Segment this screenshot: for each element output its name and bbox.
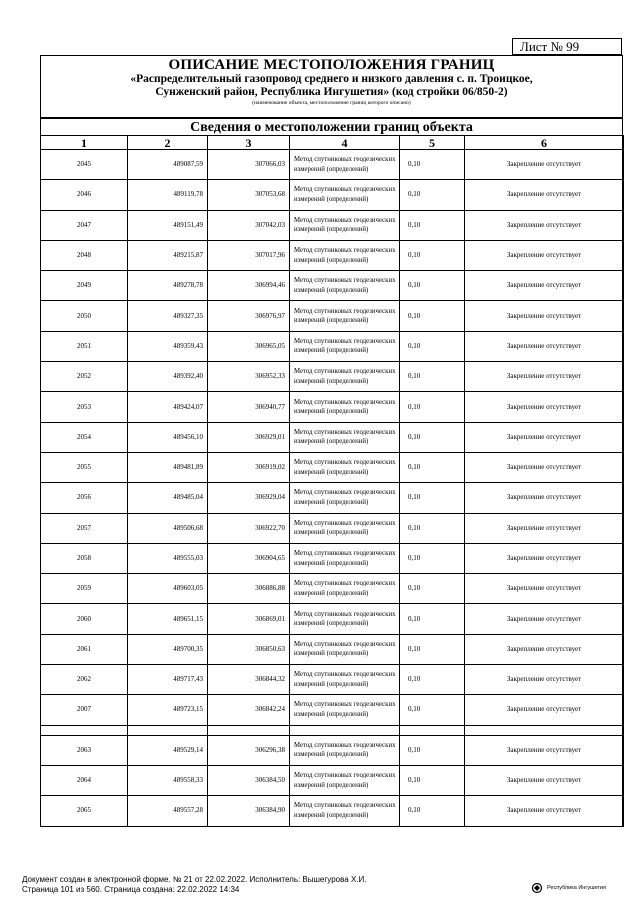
object-name-line1: «Распределительный газопровод среднего и низкого давления с. п. Троицкое,: [130, 73, 533, 85]
coord-x-cell: 489700,35: [128, 634, 208, 664]
method-cell: Метод спутниковых геодезических измерений (определений): [290, 210, 400, 240]
section-title: Сведения о местоположении границ объекта: [41, 118, 622, 135]
method-cell: Метод спутниковых геодезических измерений (определений): [290, 574, 400, 604]
table-row: [41, 735, 624, 765]
method-cell: [290, 725, 400, 735]
coord-x-cell: 489558,33: [128, 765, 208, 795]
column-header: 6: [465, 136, 624, 150]
accuracy-cell: 0,10: [400, 513, 465, 543]
table-row: [41, 796, 624, 826]
coord-y-cell: 306904,65: [208, 543, 290, 573]
table-row: [41, 210, 624, 240]
fixing-cell: Закрепление отсутствует: [465, 422, 624, 452]
footer-logo: [530, 882, 606, 894]
fixing-cell: Закрепление отсутствует: [465, 604, 624, 634]
table-body: [41, 150, 624, 827]
table-row: [41, 422, 624, 452]
point-number-cell: 2056: [41, 483, 128, 513]
accuracy-cell: 0,10: [400, 240, 465, 270]
method-cell: Метод спутниковых геодезических измерений (определений): [290, 271, 400, 301]
table-row: [41, 634, 624, 664]
coord-y-cell: 306952,33: [208, 362, 290, 392]
coord-x-cell: 489087,59: [128, 150, 208, 180]
coord-y-cell: 306976,97: [208, 301, 290, 331]
table-row-separator: [41, 725, 624, 735]
point-number-cell: 2051: [41, 331, 128, 361]
coord-y-cell: 306384,90: [208, 796, 290, 826]
fixing-cell: Закрепление отсутствует: [465, 695, 624, 725]
fixing-cell: Закрепление отсутствует: [465, 392, 624, 422]
coord-x-cell: 489717,43: [128, 665, 208, 695]
accuracy-cell: 0,10: [400, 180, 465, 210]
fixing-cell: Закрепление отсутствует: [465, 796, 624, 826]
method-cell: Метод спутниковых геодезических измерений (определений): [290, 634, 400, 664]
accuracy-cell: 0,10: [400, 301, 465, 331]
fixing-cell: Закрепление отсутствует: [465, 665, 624, 695]
accuracy-cell: 0,10: [400, 574, 465, 604]
method-cell: Метод спутниковых геодезических измерений (определений): [290, 513, 400, 543]
table-row: [41, 271, 624, 301]
accuracy-cell: 0,10: [400, 150, 465, 180]
point-number-cell: 2048: [41, 240, 128, 270]
table-row: [41, 695, 624, 725]
fixing-cell: Закрепление отсутствует: [465, 210, 624, 240]
coord-y-cell: 307053,68: [208, 180, 290, 210]
table-row: [41, 240, 624, 270]
accuracy-cell: 0,10: [400, 452, 465, 482]
method-cell: Метод спутниковых геодезических измерений (определений): [290, 150, 400, 180]
emblem-icon: [530, 882, 544, 894]
method-cell: Метод спутниковых геодезических измерений (определений): [290, 452, 400, 482]
object-name-line2: Сунженский район, Республика Ингушетия» (код стройки 06/850-2): [155, 86, 508, 98]
accuracy-cell: 0,10: [400, 362, 465, 392]
point-number-cell: 2054: [41, 422, 128, 452]
coord-y-cell: 306384,50: [208, 765, 290, 795]
column-header: 2: [128, 136, 208, 150]
coord-y-cell: 306919,02: [208, 452, 290, 482]
table-row: [41, 331, 624, 361]
point-number-cell: 2052: [41, 362, 128, 392]
table-row: [41, 604, 624, 634]
accuracy-cell: 0,10: [400, 483, 465, 513]
table-header-row: [41, 136, 624, 150]
method-cell: Метод спутниковых геодезических измерений (определений): [290, 180, 400, 210]
title-block: [41, 56, 622, 118]
point-number-cell: 2047: [41, 210, 128, 240]
point-number-cell: 2065: [41, 796, 128, 826]
point-number-cell: 2059: [41, 574, 128, 604]
column-header: 5: [400, 136, 465, 150]
table-row: [41, 362, 624, 392]
coord-x-cell: 489456,10: [128, 422, 208, 452]
table-row: [41, 180, 624, 210]
coord-y-cell: 306965,05: [208, 331, 290, 361]
point-number-cell: 2063: [41, 735, 128, 765]
fixing-cell: Закрепление отсутствует: [465, 271, 624, 301]
point-number-cell: 2046: [41, 180, 128, 210]
coord-y-cell: 307066,03: [208, 150, 290, 180]
coord-x-cell: 489506,68: [128, 513, 208, 543]
point-number-cell: 2058: [41, 543, 128, 573]
accuracy-cell: 0,10: [400, 796, 465, 826]
point-number-cell: 2050: [41, 301, 128, 331]
method-cell: Метод спутниковых геодезических измерений (определений): [290, 240, 400, 270]
accuracy-cell: 0,10: [400, 665, 465, 695]
coord-x-cell: 489215,87: [128, 240, 208, 270]
sheet-number: Лист № 99: [512, 38, 622, 55]
accuracy-cell: 0,10: [400, 210, 465, 240]
coord-x-cell: 489424,07: [128, 392, 208, 422]
table-row: [41, 150, 624, 180]
coord-y-cell: 306850,63: [208, 634, 290, 664]
point-number-cell: 2045: [41, 150, 128, 180]
coord-y-cell: [208, 725, 290, 735]
point-number-cell: 2057: [41, 513, 128, 543]
point-number-cell: 2053: [41, 392, 128, 422]
coord-y-cell: 306842,24: [208, 695, 290, 725]
coord-x-cell: 489327,35: [128, 301, 208, 331]
accuracy-cell: 0,10: [400, 422, 465, 452]
coord-x-cell: 489485,04: [128, 483, 208, 513]
point-number-cell: 2055: [41, 452, 128, 482]
method-cell: Метод спутниковых геодезических измерений (определений): [290, 362, 400, 392]
column-header: 1: [41, 136, 128, 150]
fixing-cell: Закрепление отсутствует: [465, 331, 624, 361]
point-number-cell: 2064: [41, 765, 128, 795]
method-cell: Метод спутниковых геодезических измерений (определений): [290, 604, 400, 634]
point-number-cell: 2007: [41, 695, 128, 725]
method-cell: Метод спутниковых геодезических измерений (определений): [290, 665, 400, 695]
coord-y-cell: 306296,38: [208, 735, 290, 765]
coord-x-cell: 489359,43: [128, 331, 208, 361]
coord-y-cell: 307042,03: [208, 210, 290, 240]
coord-x-cell: 489151,49: [128, 210, 208, 240]
table-row: [41, 543, 624, 573]
table-row: [41, 483, 624, 513]
fixing-cell: Закрепление отсутствует: [465, 513, 624, 543]
accuracy-cell: 0,10: [400, 634, 465, 664]
coord-x-cell: 489651,15: [128, 604, 208, 634]
method-cell: Метод спутниковых геодезических измерений (определений): [290, 796, 400, 826]
coord-y-cell: 306994,46: [208, 271, 290, 301]
fixing-cell: Закрепление отсутствует: [465, 483, 624, 513]
coord-x-cell: 489723,15: [128, 695, 208, 725]
point-number-cell: 2061: [41, 634, 128, 664]
table-row: [41, 574, 624, 604]
method-cell: Метод спутниковых геодезических измерений (определений): [290, 331, 400, 361]
fixing-cell: Закрепление отсутствует: [465, 301, 624, 331]
coord-x-cell: 489603,05: [128, 574, 208, 604]
point-number-cell: 2062: [41, 665, 128, 695]
fixing-cell: [465, 725, 624, 735]
accuracy-cell: 0,10: [400, 271, 465, 301]
fixing-cell: Закрепление отсутствует: [465, 634, 624, 664]
coord-y-cell: 306940,77: [208, 392, 290, 422]
method-cell: Метод спутниковых геодезических измерений (определений): [290, 543, 400, 573]
fixing-cell: Закрепление отсутствует: [465, 362, 624, 392]
method-cell: Метод спутниковых геодезических измерений (определений): [290, 765, 400, 795]
coord-y-cell: 307017,96: [208, 240, 290, 270]
coord-x-cell: 489529,14: [128, 735, 208, 765]
coord-x-cell: 489557,28: [128, 796, 208, 826]
fixing-cell: Закрепление отсутствует: [465, 180, 624, 210]
coord-x-cell: 489119,78: [128, 180, 208, 210]
fixing-cell: Закрепление отсутствует: [465, 150, 624, 180]
accuracy-cell: 0,10: [400, 543, 465, 573]
fixing-cell: Закрепление отсутствует: [465, 240, 624, 270]
method-cell: Метод спутниковых геодезических измерений (определений): [290, 483, 400, 513]
coord-x-cell: 489278,78: [128, 271, 208, 301]
table-row: [41, 513, 624, 543]
table-row: [41, 301, 624, 331]
accuracy-cell: 0,10: [400, 695, 465, 725]
coord-x-cell: 489481,89: [128, 452, 208, 482]
coord-y-cell: 306886,88: [208, 574, 290, 604]
method-cell: Метод спутниковых геодезических измерений (определений): [290, 695, 400, 725]
footer-line2: Страница 101 из 560. Страница создана: 22.02.2022 14:34: [22, 885, 240, 894]
fixing-cell: Закрепление отсутствует: [465, 765, 624, 795]
method-cell: Метод спутниковых геодезических измерений (определений): [290, 301, 400, 331]
footer-line1: Документ создан в электронной форме. № 21 от 22.02.2022. Исполнитель: Вышегурова Х.И.: [22, 875, 367, 884]
point-number-cell: 2049: [41, 271, 128, 301]
coord-x-cell: 489392,40: [128, 362, 208, 392]
method-cell: Метод спутниковых геодезических измерений (определений): [290, 735, 400, 765]
column-header: 3: [208, 136, 290, 150]
table-row: [41, 452, 624, 482]
document-frame: [40, 55, 623, 827]
method-cell: Метод спутниковых геодезических измерений (определений): [290, 422, 400, 452]
object-name-note: (наименование объекта, местоположение границ которого описано): [252, 100, 411, 106]
fixing-cell: Закрепление отсутствует: [465, 574, 624, 604]
coord-x-cell: 489555,03: [128, 543, 208, 573]
document-title: ОПИСАНИЕ МЕСТОПОЛОЖЕНИЯ ГРАНИЦ: [168, 57, 495, 73]
accuracy-cell: 0,10: [400, 604, 465, 634]
boundary-table: [40, 135, 624, 827]
accuracy-cell: 0,10: [400, 735, 465, 765]
accuracy-cell: 0,10: [400, 765, 465, 795]
accuracy-cell: 0,10: [400, 392, 465, 422]
footer-logo-text: Республика Ингушетия: [547, 885, 606, 891]
accuracy-cell: [400, 725, 465, 735]
table-row: [41, 392, 624, 422]
coord-x-cell: [128, 725, 208, 735]
coord-y-cell: 306922,70: [208, 513, 290, 543]
coord-y-cell: 306869,01: [208, 604, 290, 634]
fixing-cell: Закрепление отсутствует: [465, 452, 624, 482]
coord-y-cell: 306929,04: [208, 483, 290, 513]
point-number-cell: 2060: [41, 604, 128, 634]
fixing-cell: Закрепление отсутствует: [465, 543, 624, 573]
coord-y-cell: 306844,32: [208, 665, 290, 695]
coord-y-cell: 306929,01: [208, 422, 290, 452]
table-row: [41, 665, 624, 695]
accuracy-cell: 0,10: [400, 331, 465, 361]
fixing-cell: Закрепление отсутствует: [465, 735, 624, 765]
column-header: 4: [290, 136, 400, 150]
point-number-cell: [41, 725, 128, 735]
table-row: [41, 765, 624, 795]
method-cell: Метод спутниковых геодезических измерений (определений): [290, 392, 400, 422]
